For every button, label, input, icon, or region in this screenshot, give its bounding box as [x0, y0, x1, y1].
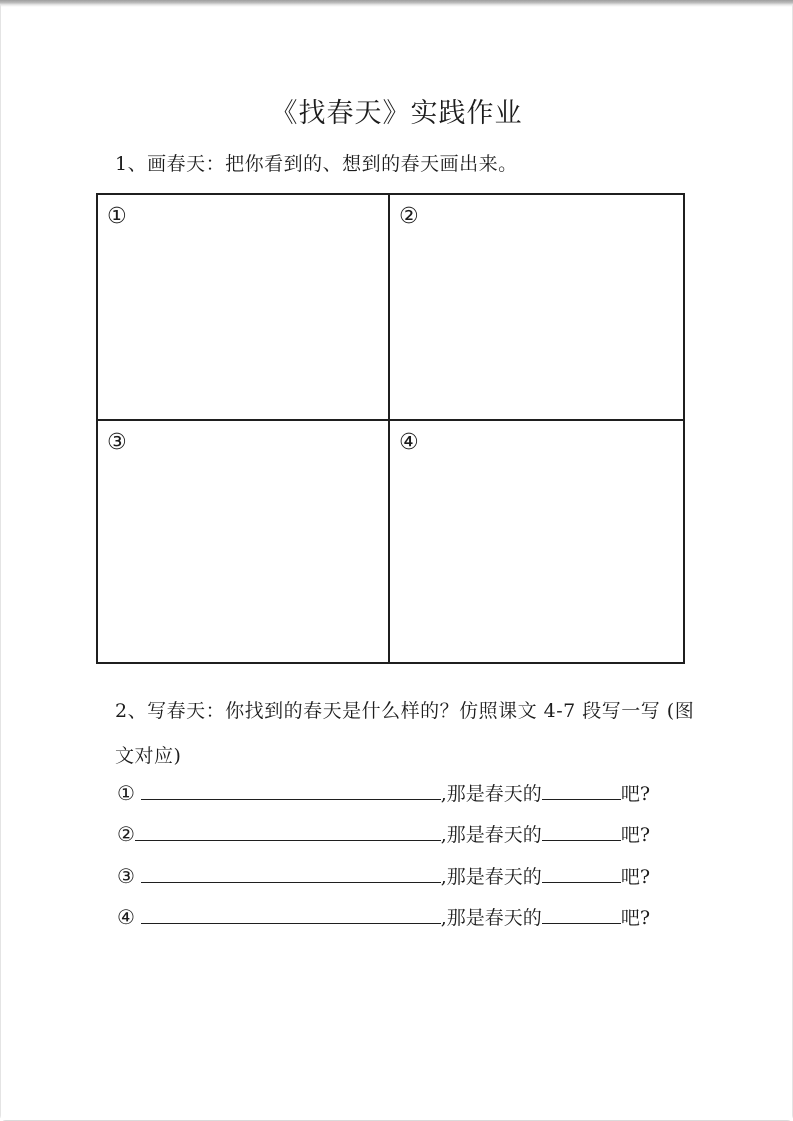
box-1-label: ①	[107, 204, 127, 229]
writing-line-3	[117, 862, 650, 903]
line-2-text: ,那是春天的	[440, 824, 542, 847]
line-3-tail: 吧?	[620, 865, 650, 888]
instruction-write-spring-line2: 文对应)	[115, 745, 182, 767]
instruction-draw-spring: 1、画春天：把你看到的、想到的春天画出来。	[115, 153, 518, 175]
drawing-box-2	[390, 195, 683, 421]
line-2-blank-short	[542, 828, 621, 841]
instruction-write-spring-line1: 2、写春天：你找到的春天是什么样的？仿照课文 4-7 段写一写 (图	[115, 700, 695, 722]
line-1-blank-short	[542, 787, 621, 800]
drawing-box-3	[98, 421, 390, 662]
line-2-number: ②	[117, 822, 135, 847]
writing-lines	[117, 779, 650, 944]
line-3-blank-short	[542, 870, 621, 883]
box-3-label: ③	[107, 430, 127, 455]
writing-line-4	[117, 903, 650, 944]
drawing-grid	[96, 193, 685, 664]
line-4-number: ④	[117, 904, 135, 929]
line-1-text: ,那是春天的	[440, 783, 542, 805]
page-title: 《找春天》实践作业	[270, 98, 523, 129]
writing-line-1	[117, 779, 650, 820]
page-top-edge-shadow	[0, 0, 793, 7]
drawing-box-1	[98, 195, 390, 421]
page-left-edge	[0, 5, 1, 1121]
line-1-tail: 吧?	[620, 783, 650, 805]
line-1-blank-long	[141, 787, 441, 800]
line-4-tail: 吧?	[620, 906, 650, 929]
line-2-blank-long	[135, 828, 441, 841]
line-3-blank-long	[141, 870, 441, 883]
box-2-label: ②	[399, 204, 419, 229]
line-4-blank-long	[141, 911, 441, 924]
line-4-blank-short	[542, 911, 621, 924]
line-1-number: ①	[117, 781, 135, 805]
writing-line-2	[117, 820, 650, 861]
line-3-text: ,那是春天的	[440, 865, 542, 888]
line-2-tail: 吧?	[620, 824, 650, 847]
drawing-box-4	[390, 421, 683, 662]
line-4-text: ,那是春天的	[440, 906, 542, 929]
line-3-number: ③	[117, 863, 135, 888]
box-4-label: ④	[399, 430, 419, 455]
